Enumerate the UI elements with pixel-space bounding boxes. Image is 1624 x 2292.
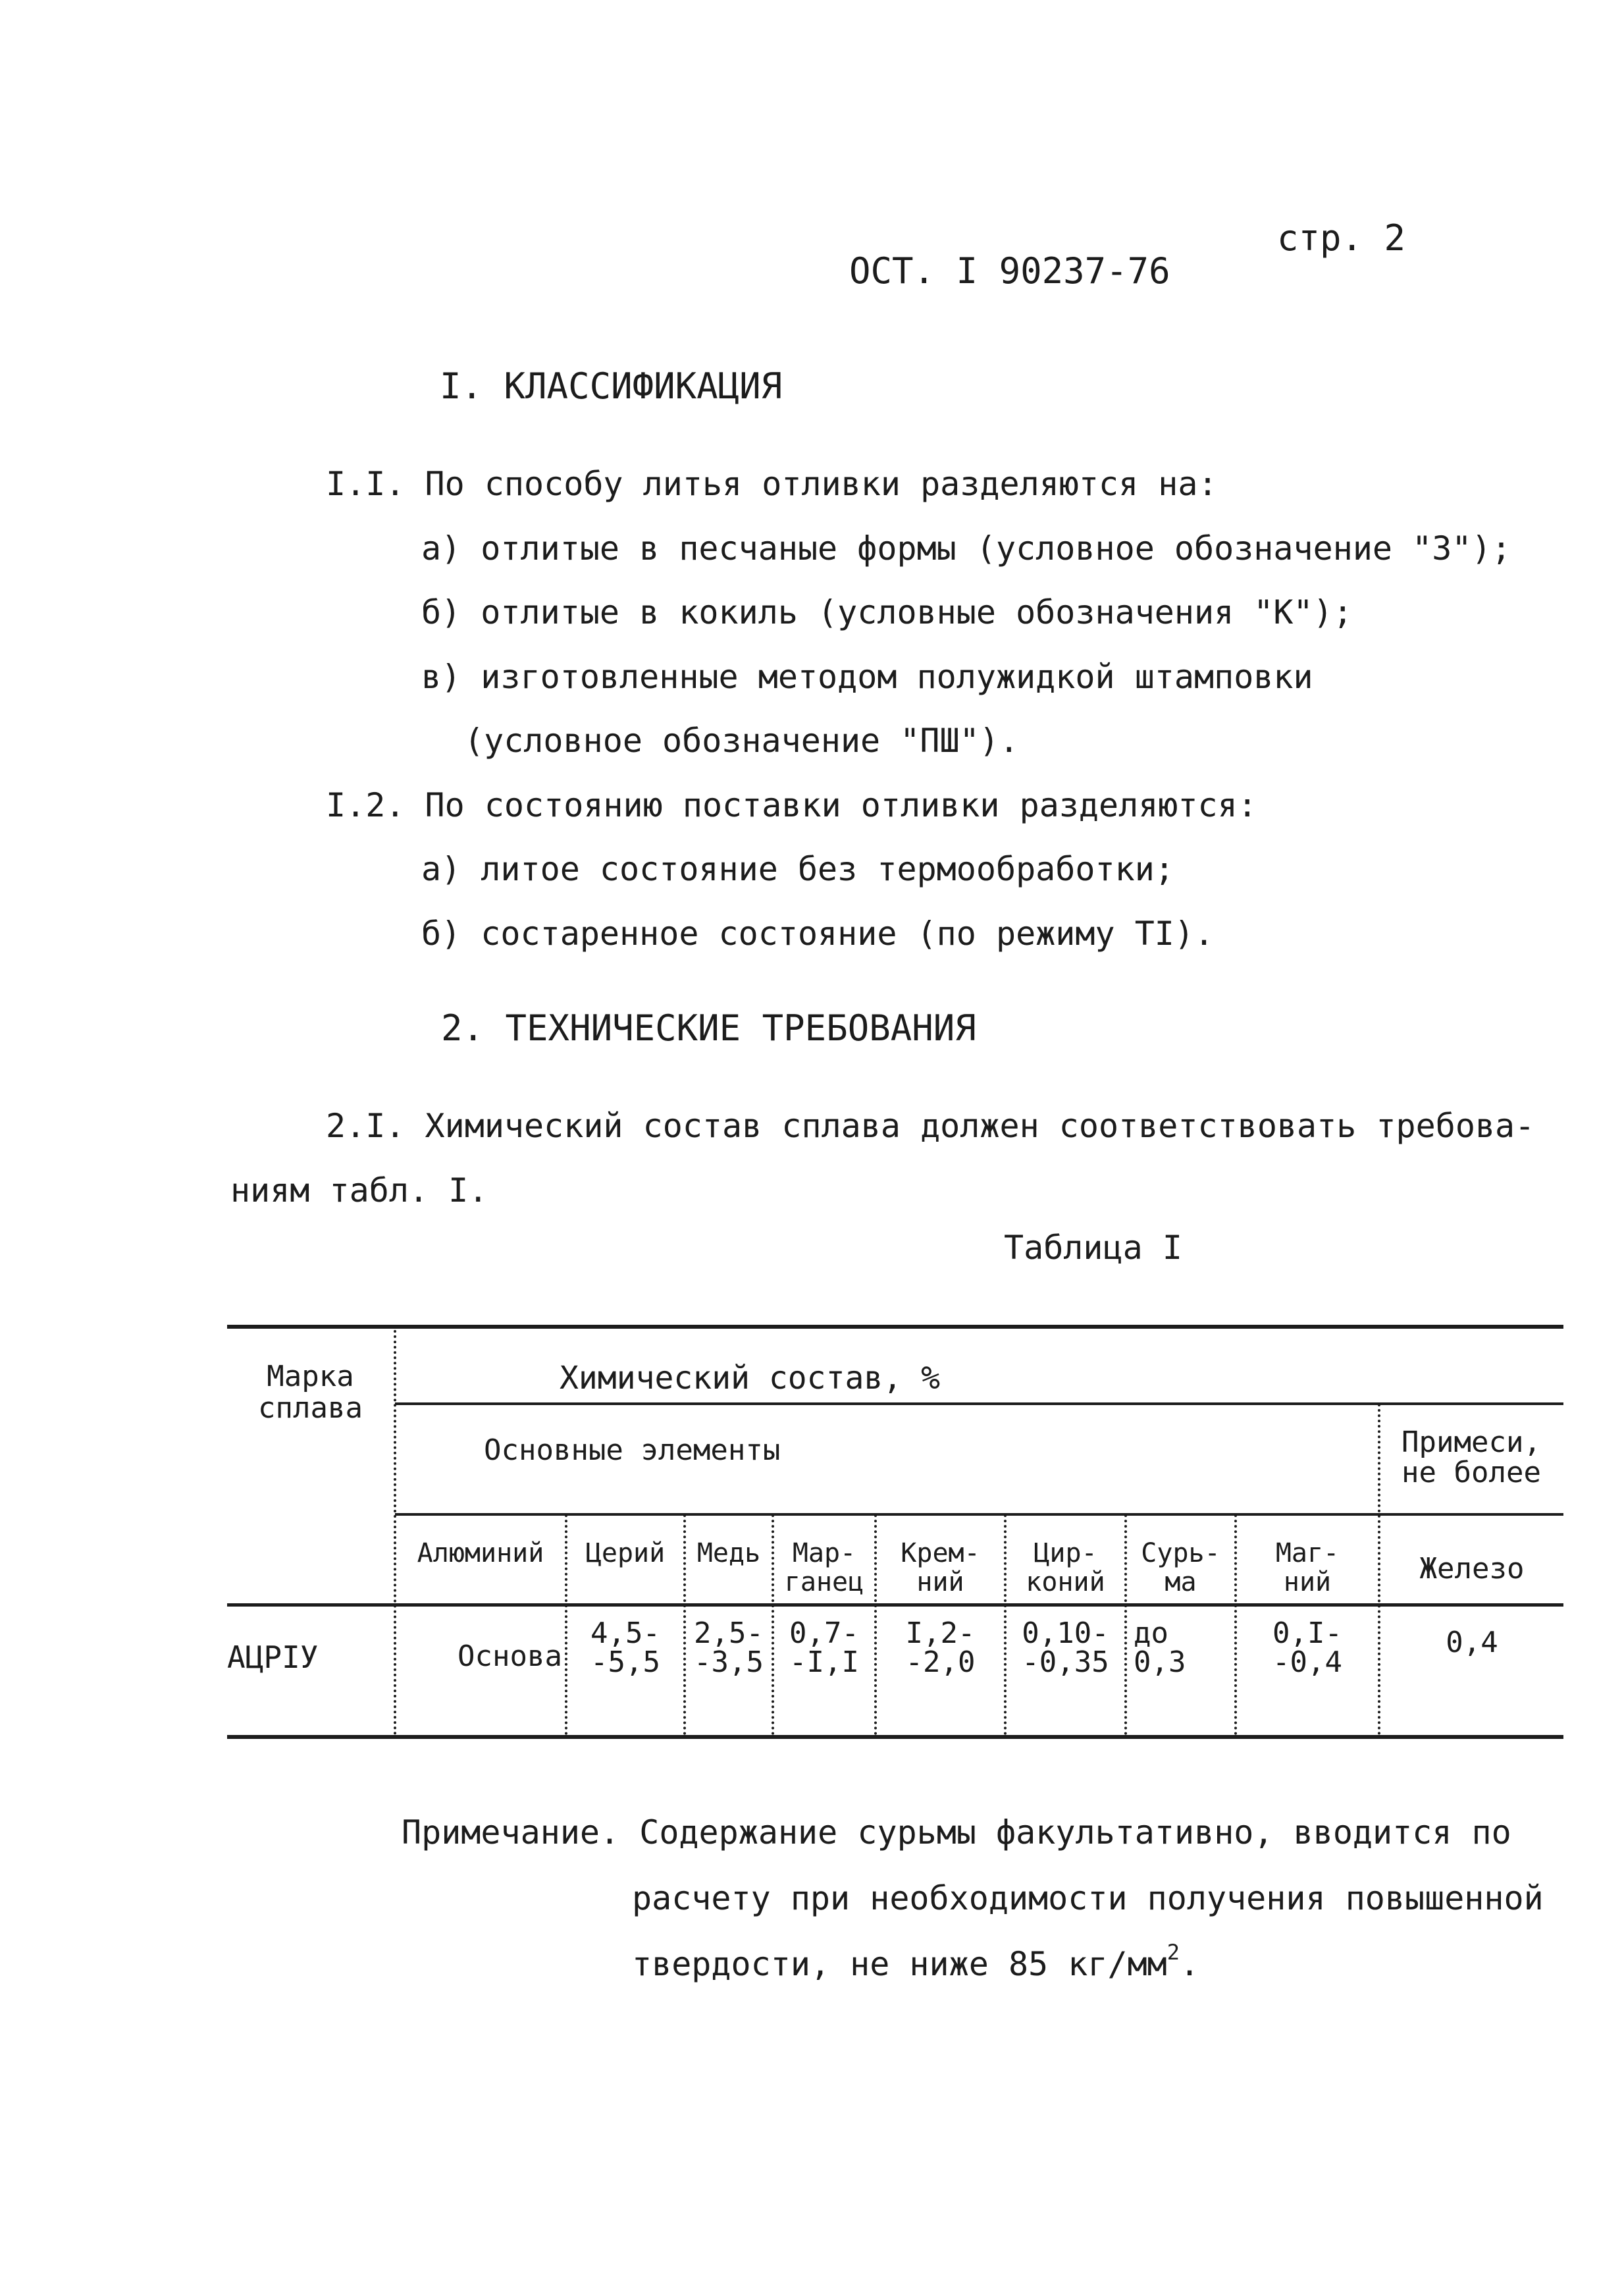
header-magnesium-line-2: ний	[1283, 1567, 1332, 1597]
paragraph-1-2-b: б) состаренное состояние (по режиму TI).	[421, 915, 1215, 953]
paragraph-1-2: I.2. По состоянию поставки отливки разделяются:	[326, 786, 1257, 824]
table-header-bottom-rule	[227, 1603, 1563, 1607]
header-zirconium-line-2: коний	[1026, 1567, 1105, 1597]
header-antimony-line-2: ма	[1165, 1567, 1197, 1597]
cell-alloy: АЦРIУ	[227, 1639, 319, 1675]
paragraph-1-1-v: в) изготовленные методом полужидкой штамповки	[421, 658, 1313, 696]
paragraph-1-1-v-continued: (условное обозначение "ПШ").	[464, 722, 1019, 760]
cell-silicon-line-2: -2,0	[905, 1645, 976, 1679]
header-iron: Железо	[1419, 1552, 1525, 1586]
header-silicon-line-1: Крем-	[901, 1538, 980, 1568]
header-impurities-line-1: Примеси,	[1401, 1426, 1541, 1459]
page-number: стр. 2	[1277, 217, 1406, 259]
header-main-elements: Основные элементы	[484, 1433, 781, 1467]
section-1-title: I. КЛАССИФИКАЦИЯ	[440, 365, 783, 407]
document-code: ОСТ. I 90237-76	[849, 250, 1170, 292]
cell-antimony-line-2: 0,3	[1134, 1645, 1186, 1679]
header-zirconium-line-1: Цир-	[1034, 1538, 1097, 1568]
cell-manganese-line-2: -I,I	[789, 1645, 859, 1679]
table-caption: Таблица I	[1004, 1229, 1182, 1267]
note-superscript: 2	[1166, 1940, 1180, 1965]
header-manganese-line-2: ганец	[784, 1567, 864, 1597]
paragraph-1-1: I.I. По способу литья отливки разделяются на:	[326, 465, 1218, 503]
header-alloy-line-2: сплава	[258, 1391, 363, 1425]
note-line-3-text: твердости, не ниже 85 кг/мм	[632, 1945, 1167, 1983]
cell-zirconium-line-2: -0,35	[1022, 1645, 1109, 1679]
cell-copper-line-2: -3,5	[694, 1645, 764, 1679]
cell-cerium-line-1: 4,5-	[590, 1616, 660, 1650]
paragraph-1-1-a: а) отлитые в песчаные формы (условное обозначение "З");	[421, 529, 1511, 568]
paragraph-2-1-continued: ниям табл. I.	[230, 1171, 488, 1210]
cell-copper-line-1: 2,5-	[694, 1616, 764, 1650]
cell-aluminium: Основа	[458, 1639, 562, 1673]
header-magnesium-line-1: Маг-	[1275, 1538, 1340, 1568]
header-cerium: Церий	[585, 1538, 666, 1568]
cell-iron: 0,4	[1446, 1626, 1498, 1659]
cell-cerium-line-2: -5,5	[590, 1645, 660, 1679]
cell-manganese-line-1: 0,7-	[789, 1616, 859, 1650]
table-rule-under-main	[395, 1513, 1379, 1516]
note-line-3	[632, 1940, 1200, 1983]
cell-zirconium-line-1: 0,10-	[1022, 1616, 1109, 1650]
table-rule-under-impurities	[1379, 1513, 1563, 1516]
note-line-3-end: .	[1180, 1945, 1200, 1983]
header-impurities-line-2: не более	[1401, 1456, 1541, 1489]
note-line-1: Примечание. Содержание сурьмы факультативно, вводится по	[402, 1813, 1511, 1852]
header-manganese-line-1: Мар-	[792, 1538, 856, 1568]
cell-silicon-line-1: I,2-	[905, 1616, 976, 1650]
header-chemical-composition: Химический состав, %	[560, 1360, 940, 1397]
note-line-2: расчету при необходимости получения повышенной	[632, 1879, 1544, 1917]
header-antimony-line-1: Сурь-	[1141, 1538, 1220, 1568]
paragraph-1-1-b: б) отлитые в кокиль (условные обозначения "К");	[421, 593, 1353, 631]
cell-magnesium-line-1: 0,I-	[1272, 1616, 1342, 1650]
table-bottom-rule	[227, 1735, 1563, 1739]
header-alloy-line-1: Марка	[267, 1360, 354, 1393]
header-silicon-line-2: ний	[916, 1567, 964, 1597]
header-copper: Медь	[696, 1538, 761, 1568]
header-aluminium: Алюминий	[417, 1538, 544, 1568]
table-rule-under-chem	[395, 1402, 1563, 1405]
section-2-title: 2. ТЕХНИЧЕСКИЕ ТРЕБОВАНИЯ	[441, 1007, 976, 1049]
cell-antimony-line-1: до	[1134, 1616, 1168, 1650]
paragraph-2-1: 2.I. Химический состав сплава должен соответствовать требова-	[326, 1107, 1535, 1145]
table-vline-alloy	[394, 1325, 396, 1735]
paragraph-1-2-a: а) литое состояние без термообработки;	[421, 850, 1174, 888]
table-top-rule	[227, 1325, 1563, 1329]
cell-magnesium-line-2: -0,4	[1272, 1645, 1342, 1679]
